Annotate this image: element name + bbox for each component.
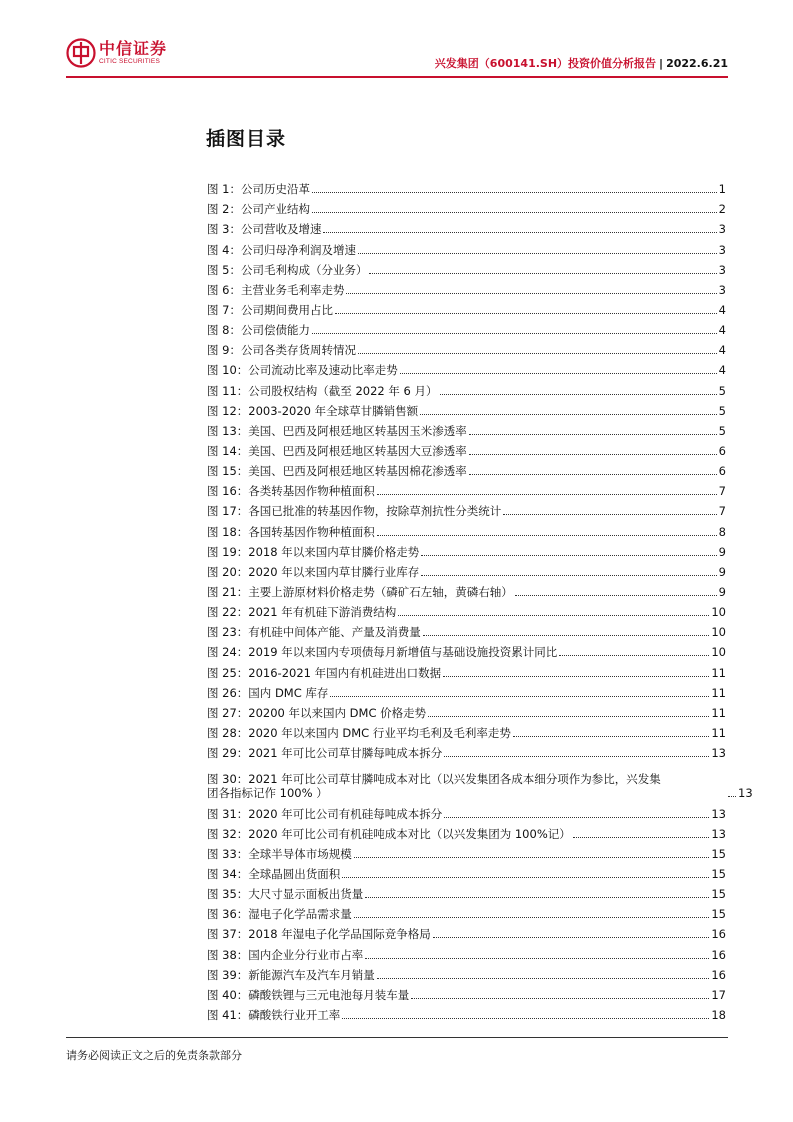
- dot-leader: [398, 615, 709, 616]
- dot-leader: [420, 414, 717, 415]
- dot-leader: [421, 575, 716, 576]
- toc-entry-page-number: 11: [711, 725, 726, 740]
- dot-leader: [433, 937, 710, 938]
- report-date: 2022.6.21: [666, 57, 728, 70]
- toc-entry-label: 图 40：磷酸铁锂与三元电池每月装车量: [207, 987, 410, 1002]
- report-title: 兴发集团（600141.SH）投资价值分析报告: [434, 57, 657, 70]
- toc-entry-label: 图 18：各国转基因作物种植面积: [207, 524, 375, 539]
- dot-leader: [342, 877, 709, 878]
- toc-entry-page-number: 2: [718, 202, 726, 217]
- toc-entry[interactable]: [207, 800, 726, 820]
- toc-entry-label: 图 5：公司毛利构成（分业务）: [207, 262, 368, 277]
- toc-entry-label: 图 19：2018 年以来国内草甘膦价格走势: [207, 544, 420, 559]
- page-footer: [66, 1037, 728, 1062]
- toc-entry-page-number: 4: [718, 343, 726, 358]
- toc-entry-label: 图 32：2020 年可比公司有机硅吨成本对比（以兴发集团为 100%记）: [207, 826, 571, 841]
- toc-entry-label: 图 27：20200 年以来国内 DMC 价格走势: [207, 705, 427, 720]
- toc-entry[interactable]: [207, 901, 726, 921]
- toc-entry-page-number: 7: [718, 504, 726, 519]
- toc-entry-label: 图 23：有机硅中间体产能、产量及消费量: [207, 625, 421, 640]
- toc-entry[interactable]: [207, 216, 726, 236]
- toc-entry[interactable]: [207, 518, 726, 538]
- toc-entry-label: 图 35：大尺寸显示面板出货量: [207, 887, 364, 902]
- toc-entry[interactable]: [207, 559, 726, 579]
- toc-entry-page-number: 9: [718, 544, 726, 559]
- dot-leader: [365, 897, 709, 898]
- toc-entry-page-number: 15: [711, 846, 726, 861]
- toc-entry[interactable]: [207, 277, 726, 297]
- toc-entry-label: 图 26：国内 DMC 库存: [207, 685, 329, 700]
- toc-entry-page-number: 11: [711, 705, 726, 720]
- toc-entry-page-number: 10: [711, 645, 726, 660]
- toc-entry[interactable]: [207, 438, 726, 458]
- toc-entry[interactable]: [207, 297, 726, 317]
- toc-entry-page-number: 3: [718, 262, 726, 277]
- toc-entry[interactable]: [207, 821, 726, 841]
- dot-leader: [335, 313, 717, 314]
- toc-entry-label: 图 24：2019 年以来国内专项债每月新增值与基础设施投资累计同比: [207, 645, 558, 660]
- dot-leader: [440, 394, 717, 395]
- dot-leader: [573, 837, 710, 838]
- toc-entry-page-number: 10: [711, 625, 726, 640]
- toc-entry[interactable]: [207, 740, 726, 760]
- toc-entry[interactable]: [207, 398, 726, 418]
- toc-entry-label: 图 15：美国、巴西及阿根廷地区转基因棉花渗透率: [207, 464, 467, 479]
- dot-leader: [369, 273, 716, 274]
- toc-entry-label: 图 8：公司偿债能力: [207, 323, 310, 338]
- toc-entry[interactable]: [207, 700, 726, 720]
- toc-entry-page-number: 4: [718, 323, 726, 338]
- dot-leader: [728, 796, 736, 797]
- toc-entry-label: 图 41：磷酸铁行业开工率: [207, 1007, 341, 1022]
- toc-entry-page-number: 13: [711, 806, 726, 821]
- dot-leader: [444, 756, 709, 757]
- toc-entry-label: 图 20：2020 年以来国内草甘膦行业库存: [207, 564, 420, 579]
- toc-entry-label: 图 34：全球晶圆出货面积: [207, 866, 341, 881]
- toc-entry[interactable]: [207, 236, 726, 256]
- toc-entry-label: 图 14：美国、巴西及阿根廷地区转基因大豆渗透率: [207, 443, 467, 458]
- toc-entry[interactable]: [207, 579, 726, 599]
- toc-entry-page-number: 16: [711, 967, 726, 982]
- toc-entry[interactable]: [207, 196, 726, 216]
- toc-entry-label: 图 2：公司产业结构: [207, 202, 310, 217]
- dot-leader: [503, 514, 716, 515]
- header-separator: |: [659, 57, 664, 70]
- dot-leader: [312, 192, 717, 193]
- toc-entry-page-number: 4: [718, 363, 726, 378]
- toc-entry-page-number: 8: [718, 524, 726, 539]
- toc-entry-label: 图 25：2016-2021 年国内有机硅进出口数据: [207, 665, 442, 680]
- toc-entry-page-number: 10: [711, 605, 726, 620]
- toc-entry-label: 图 4：公司归母净利润及增速: [207, 242, 356, 257]
- toc-entry[interactable]: [207, 337, 726, 357]
- toc-entry-page-number: 16: [711, 947, 726, 962]
- header-report-info: [435, 55, 728, 71]
- toc-entry-page-number: 13: [738, 786, 753, 801]
- toc-entry[interactable]: [207, 539, 726, 559]
- toc-entry-label: 图 36：湿电子化学品需求量: [207, 907, 352, 922]
- toc-entry-label: 图 6：主营业务毛利率走势: [207, 282, 345, 297]
- toc-entry-page-number: 11: [711, 685, 726, 700]
- toc-entry-page-number: 11: [711, 665, 726, 680]
- toc-entry-page-number: 5: [718, 423, 726, 438]
- toc-entry-label: 图 29：2021 年可比公司草甘膦每吨成本拆分: [207, 746, 443, 761]
- toc-entry-label: 图 12：2003-2020 年全球草甘膦销售额: [207, 403, 419, 418]
- dot-leader: [469, 474, 717, 475]
- toc-entry-page-number: 18: [711, 1007, 726, 1022]
- citic-logo-icon: [66, 38, 96, 68]
- page-title: 插图目录: [206, 128, 287, 150]
- toc-entry[interactable]: [207, 861, 726, 881]
- toc-entry-label: 图 7：公司期间费用占比: [207, 302, 333, 317]
- dot-leader: [411, 998, 709, 999]
- dot-leader: [515, 595, 717, 596]
- logo-english-name: CITIC SECURITIES: [99, 57, 160, 65]
- dot-leader: [377, 535, 717, 536]
- dot-leader: [358, 353, 717, 354]
- toc-entry-label: 图 22：2021 年有机硅下游消费结构: [207, 605, 397, 620]
- toc-entry[interactable]: [207, 680, 726, 700]
- dot-leader: [513, 736, 710, 737]
- toc-entry-page-number: 9: [718, 584, 726, 599]
- toc-entry[interactable]: [207, 982, 726, 1002]
- toc-entry-page-number: 9: [718, 564, 726, 579]
- dot-leader: [444, 817, 709, 818]
- dot-leader: [342, 1018, 709, 1019]
- toc-entry[interactable]: [207, 639, 726, 659]
- toc-entry[interactable]: [207, 1002, 726, 1022]
- toc-entry[interactable]: [207, 941, 726, 961]
- toc-entry-page-number: 7: [718, 484, 726, 499]
- disclaimer-text: 请务必阅读正文之后的免责条款部分: [66, 1049, 242, 1062]
- toc-entry-page-number: 5: [718, 403, 726, 418]
- toc-entry[interactable]: [207, 357, 726, 377]
- citic-logo: [66, 38, 167, 68]
- toc-entry-page-number: 13: [711, 826, 726, 841]
- toc-entry[interactable]: [207, 176, 726, 196]
- toc-entry[interactable]: [207, 760, 753, 801]
- dot-leader: [330, 696, 709, 697]
- dot-leader: [358, 253, 717, 254]
- dot-leader: [354, 917, 710, 918]
- toc-entry-label: 图 3：公司营收及增速: [207, 222, 322, 237]
- dot-leader: [323, 232, 716, 233]
- toc-entry[interactable]: [207, 881, 726, 901]
- toc-entry[interactable]: [207, 478, 726, 498]
- toc-entry-label: 图 39：新能源汽车及汽车月销量: [207, 967, 375, 982]
- toc-entry[interactable]: [207, 458, 726, 478]
- toc-entry-label: 图 37：2018 年湿电子化学品国际竞争格局: [207, 927, 431, 942]
- toc-entry[interactable]: [207, 257, 726, 277]
- toc-entry-label: 图 10：公司流动比率及速动比率走势: [207, 363, 398, 378]
- toc-entry[interactable]: [207, 599, 726, 619]
- dot-leader: [469, 434, 717, 435]
- toc-entry-page-number: 16: [711, 927, 726, 942]
- page-header: [66, 36, 728, 78]
- dot-leader: [443, 676, 709, 677]
- dot-leader: [559, 655, 709, 656]
- toc-entry-page-number: 17: [711, 987, 726, 1002]
- dot-leader: [312, 212, 717, 213]
- toc-entry-page-number: 4: [718, 302, 726, 317]
- toc-entry-page-number: 13: [711, 746, 726, 761]
- toc-entry-label: 图 38：国内企业分行业市占率: [207, 947, 364, 962]
- toc-entry-page-number: 15: [711, 866, 726, 881]
- dot-leader: [428, 716, 709, 717]
- toc-entry-label: 图 13：美国、巴西及阿根廷地区转基因玉米渗透率: [207, 423, 467, 438]
- toc-entry[interactable]: [207, 841, 726, 861]
- toc-entry-label: 图 16：各类转基因作物种植面积: [207, 484, 375, 499]
- toc-entry[interactable]: [207, 498, 726, 518]
- dot-leader: [377, 494, 717, 495]
- toc-entry[interactable]: [207, 317, 726, 337]
- toc-entry-page-number: 1: [718, 182, 726, 197]
- toc-entry-page-number: 6: [718, 443, 726, 458]
- toc-entry[interactable]: [207, 720, 726, 740]
- toc-entry[interactable]: [207, 418, 726, 438]
- toc-entry-page-number: 3: [718, 282, 726, 297]
- toc-entry-label: 图 9：公司各类存货周转情况: [207, 343, 356, 358]
- toc-entry[interactable]: [207, 659, 726, 679]
- logo-chinese-name: 中信证券: [99, 38, 168, 58]
- dot-leader: [421, 555, 716, 556]
- dot-leader: [400, 373, 717, 374]
- toc-entry-page-number: 15: [711, 887, 726, 902]
- toc-entry[interactable]: [207, 377, 726, 397]
- figure-toc-list: [207, 176, 753, 1022]
- toc-entry[interactable]: [207, 921, 726, 941]
- toc-entry[interactable]: [207, 619, 726, 639]
- toc-entry-label: 图 28：2020 年以来国内 DMC 行业平均毛利及毛利率走势: [207, 725, 511, 740]
- toc-entry-label: 图 17：各国已批准的转基因作物，按除草剂抗性分类统计: [207, 504, 502, 519]
- toc-entry-label: 图 31：2020 年可比公司有机硅每吨成本拆分: [207, 806, 443, 821]
- toc-entry-label-continued: 团各指标记作 100% ）: [207, 786, 328, 801]
- dot-leader: [312, 333, 717, 334]
- dot-leader: [377, 978, 710, 979]
- dot-leader: [346, 293, 716, 294]
- toc-entry-page-number: 6: [718, 464, 726, 479]
- toc-entry[interactable]: [207, 962, 726, 982]
- toc-entry-page-number: 3: [718, 242, 726, 257]
- toc-entry-page-number: 5: [718, 383, 726, 398]
- toc-entry-page-number: 15: [711, 907, 726, 922]
- dot-leader: [354, 857, 710, 858]
- dot-leader: [423, 635, 710, 636]
- toc-entry-page-number: 3: [718, 222, 726, 237]
- toc-entry-label: 图 1：公司历史沿革: [207, 182, 310, 197]
- dot-leader: [365, 958, 709, 959]
- toc-entry-label: 图 30：2021 年可比公司草甘膦吨成本对比（以兴发集团各成本细分项作为参比，兴发集: [207, 772, 661, 787]
- toc-entry-label: 图 11：公司股权结构（截至 2022 年 6 月）: [207, 383, 438, 398]
- toc-entry-label: 图 33：全球半导体市场规模: [207, 846, 352, 861]
- dot-leader: [469, 454, 717, 455]
- toc-entry-label: 图 21：主要上游原材料价格走势（磷矿石左轴，黄磷右轴）: [207, 584, 513, 599]
